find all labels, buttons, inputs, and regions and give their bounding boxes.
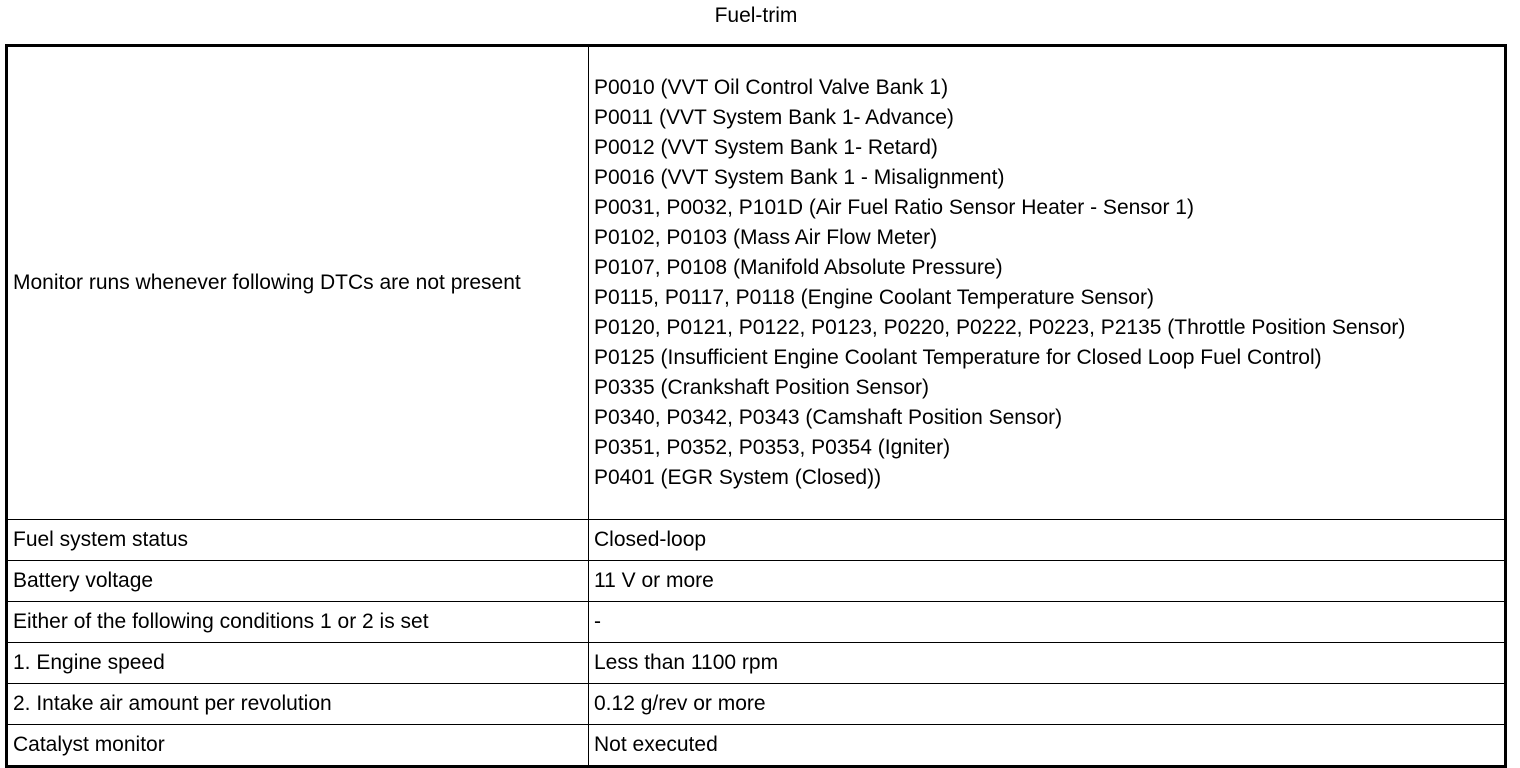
page-title: Fuel-trim bbox=[714, 4, 798, 27]
table-row bbox=[7, 602, 1506, 643]
condition-value: Less than 1100 rpm bbox=[589, 643, 1506, 684]
dtc-item: P0031, P0032, P101D (Air Fuel Ratio Sensor Heater - Sensor 1) bbox=[594, 196, 1194, 219]
dtc-item: P0120, P0121, P0122, P0123, P0220, P0222, P0223, P2135 (Throttle Position Sensor) bbox=[594, 316, 1406, 339]
dtc-item: P0401 (EGR System (Closed)) bbox=[594, 466, 882, 489]
condition-label: 1. Engine speed bbox=[7, 643, 589, 684]
condition-value: 11 V or more bbox=[589, 561, 1506, 602]
table-row bbox=[7, 46, 1506, 520]
dtc-item: P0340, P0342, P0343 (Camshaft Position Sensor) bbox=[594, 406, 1063, 429]
dtc-item: P0107, P0108 (Manifold Absolute Pressure) bbox=[594, 256, 1003, 279]
dtc-item: P0012 (VVT System Bank 1- Retard) bbox=[594, 136, 938, 159]
condition-label: Fuel system status bbox=[7, 520, 589, 561]
dtc-item: P0011 (VVT System Bank 1- Advance) bbox=[594, 106, 954, 129]
dtc-list bbox=[589, 46, 1506, 520]
table-row bbox=[7, 643, 1506, 684]
dtc-item: P0125 (Insufficient Engine Coolant Temperature for Closed Loop Fuel Control) bbox=[594, 346, 1322, 369]
dtc-item: P0351, P0352, P0353, P0354 (Igniter) bbox=[594, 436, 951, 459]
condition-value: Not executed bbox=[589, 725, 1506, 767]
dtc-item: P0010 (VVT Oil Control Valve Bank 1) bbox=[594, 76, 949, 99]
condition-value: Closed-loop bbox=[589, 520, 1506, 561]
table-row bbox=[7, 520, 1506, 561]
condition-label: Battery voltage bbox=[7, 561, 589, 602]
condition-label: 2. Intake air amount per revolution bbox=[7, 684, 589, 725]
dtc-item: P0335 (Crankshaft Position Sensor) bbox=[594, 376, 930, 399]
condition-value: 0.12 g/rev or more bbox=[589, 684, 1506, 725]
condition-label: Monitor runs whenever following DTCs are not present bbox=[7, 46, 589, 520]
condition-label: Either of the following conditions 1 or 2 is set bbox=[7, 602, 589, 643]
table-row bbox=[7, 684, 1506, 725]
dtc-item: P0102, P0103 (Mass Air Flow Meter) bbox=[594, 226, 938, 249]
dtc-item: P0115, P0117, P0118 (Engine Coolant Temperature Sensor) bbox=[594, 286, 1154, 309]
table-row bbox=[7, 725, 1506, 767]
table-row bbox=[7, 561, 1506, 602]
conditions-table bbox=[5, 44, 1507, 768]
dtc-item: P0016 (VVT System Bank 1 - Misalignment) bbox=[594, 166, 1005, 189]
condition-label: Catalyst monitor bbox=[7, 725, 589, 767]
condition-value: - bbox=[589, 602, 1506, 643]
